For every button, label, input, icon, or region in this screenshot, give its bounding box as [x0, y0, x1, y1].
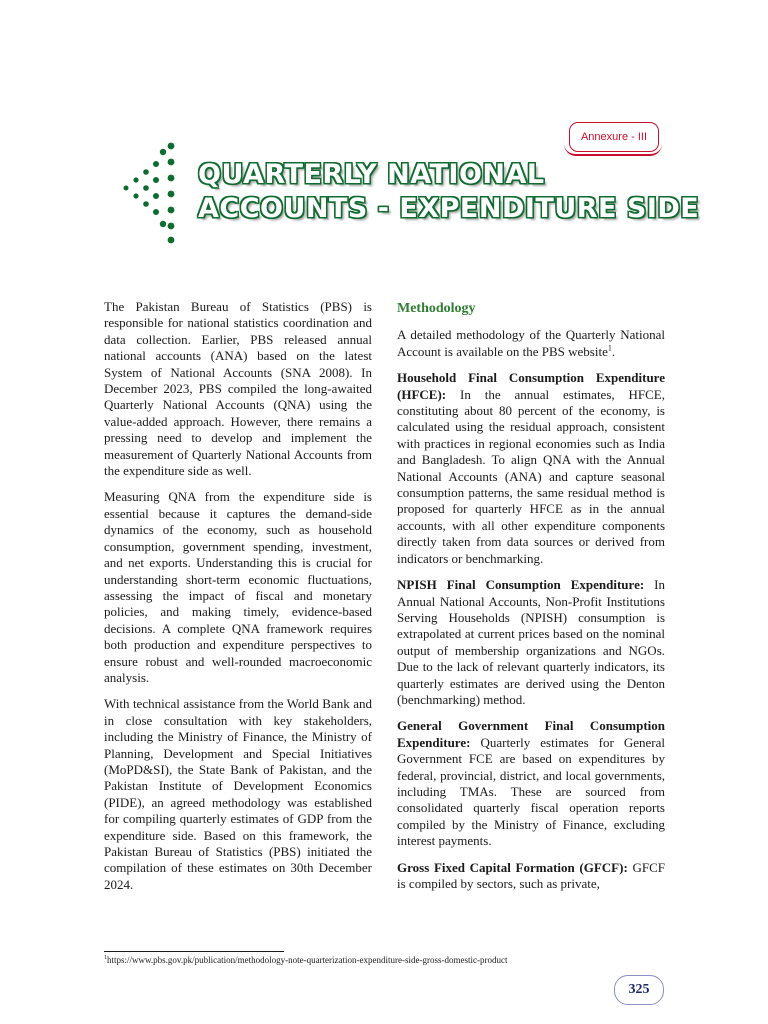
- government-paragraph: [397, 718, 665, 849]
- page-number-badge: [614, 975, 664, 1005]
- title-line-1: QUARTERLY NATIONAL: [198, 159, 545, 190]
- methodology-heading: Methodology: [397, 301, 476, 316]
- methodology-intro-text: A detailed methodology of the Quarterly National Account is available on the PBS website: [397, 327, 665, 359]
- title-line-2: ACCOUNTS - EXPENDITURE SIDE: [198, 193, 700, 224]
- footnote: [104, 955, 508, 965]
- hfce-paragraph: [397, 370, 665, 567]
- gfcf-text: GFCF is compiled by sectors, such as private,: [397, 859, 665, 891]
- gfcf-label: Gross Fixed Capital Formation (GFCF):: [397, 859, 628, 875]
- npish-text: In Annual National Accounts, Non-Profit Institutions Serving Households (NPISH) consumption is extrapolated at current prices based on the nominal output of membership organizations and NGOs. Due to the lack of relevant quarterly indicators, its quarterly estimates are derived using the Denton (benchmarking) method.: [397, 577, 665, 707]
- government-label: General Government Final Consumption Expenditure:: [397, 718, 665, 750]
- annexure-badge: [569, 122, 659, 152]
- page-title: [198, 158, 700, 226]
- annexure-label: Annexure - III: [580, 131, 648, 143]
- methodology-intro-end: .: [611, 343, 616, 359]
- government-text: Quarterly estimates for General Government FCE are based on expenditures by federal, provincial, district, and local governments, including TMAs. These are sourced from consolidated quarterly fiscal operation reports compiled by the Ministry of Finance, excluding interest payments.: [397, 734, 665, 849]
- hfce-label: Household Final Consumption Expenditure (HFCE):: [397, 370, 665, 402]
- methodology-intro: [397, 327, 665, 360]
- intro-paragraph: The Pakistan Bureau of Statistics (PBS) is responsible for national statistics coordination and data collection. Earlier, PBS released annual national accounts (ANA) based on the latest System of National Accounts (SNA 2008). In December 2023, PBS compiled the long-awaited Quarterly National Accounts (QNA) using the value-added approach. However, there remains a pressing need to develop and implement the measurement of Quarterly National Accounts from the expenditure side as well.: [104, 299, 372, 479]
- page-number: 325: [628, 982, 650, 997]
- footnote-link[interactable]: https://www.pbs.gov.pk/publication/methodology-note-quarterization-expenditure-side-gross-domestic-product: [107, 955, 508, 965]
- gfcf-paragraph: [397, 860, 665, 893]
- assistance-paragraph: With technical assistance from the World Bank and in close consultation with key stakeholders, including the Ministry of Finance, the Ministry of Planning, Development and Special Initiatives (MoPD&SI), the State Bank of Pakistan, and the Pakistan Institute of Development Economics (PIDE), an agreed methodology was established for compiling quarterly estimates of GDP from the expenditure side. Based on this framework, the Pakistan Bureau of Statistics (PBS) initiated the compilation of these estimates on 30th December 2024.: [104, 696, 372, 892]
- hfce-text: In the annual estimates, HFCE, constituting about 80 percent of the economy, is calculated using the residual approach, consistent with practices in regional economies such as India and Bangladesh. To align QNA with the Annual National Accounts (ANA) and capture seasonal consumption patterns, the same residual method is proposed for quarterly HFCE as in the annual accounts, with all other expenditure components directly taken from data sources or derived from indicators or benchmarking.: [397, 386, 665, 566]
- dots-logo-icon: [118, 140, 188, 250]
- footnote-ref: 1: [607, 343, 612, 353]
- footnote-divider: [104, 951, 284, 952]
- npish-label: NPISH Final Consumption Expenditure:: [397, 577, 645, 593]
- npish-paragraph: [397, 577, 665, 708]
- left-column: [104, 299, 372, 903]
- right-column: [397, 299, 665, 902]
- footnote-marker: 1: [104, 955, 107, 961]
- importance-paragraph: Measuring QNA from the expenditure side is essential because it captures the demand-side dynamics of the economy, such as household consumption, government spending, investment, and net exports. Understanding this is crucial for understanding short-term economic fluctuations, assessing the impact of fiscal and monetary policies, and making timely, evidence-based decisions. A complete QNA framework requires both production and expenditure perspectives to ensure robust and well-rounded macroeconomic analysis.: [104, 489, 372, 685]
